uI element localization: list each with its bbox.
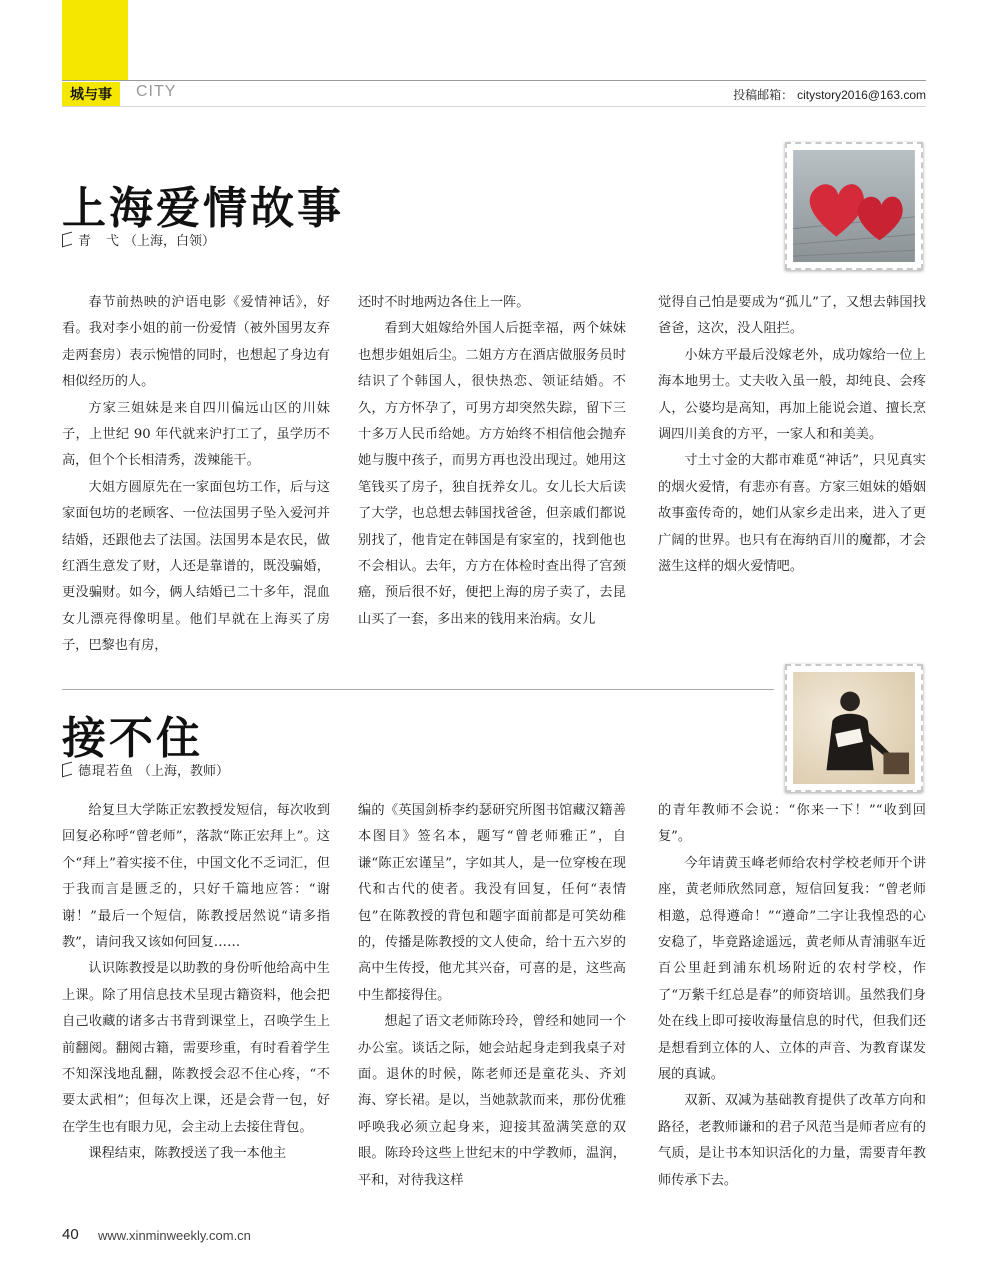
article2-author-info: （上海，教师） (138, 763, 230, 778)
paragraph: 小妹方平最后没嫁老外，成功嫁给一位上海本地男士。丈夫收入虽一般，却纯良、会疼人，公婆均是高知，再加上能说会道、擅长烹调四川美食的方平，一家人和和美美。 (658, 347, 926, 443)
paragraph: 课程结束，陈教授送了我一本他主 (88, 1146, 287, 1162)
header-rule-bottom (62, 106, 926, 107)
paragraph: 春节前热映的沪语电影《爱情神话》，好看。我对李小姐的前一份爱情（被外国男友弃走两套房）表示惋惜的同时，也想起了身边有相似经历的人。 (62, 295, 330, 390)
paragraph: 大姐方圆原先在一家面包坊工作，后与这家面包坊的老顾客、一位法国男子坠入爱河并结婚，还跟他去了法国。法国男本是农民，做红酒生意发了财，人还是靠谱的，既没骗婚，更没骗财。如今，俩人结婚已二十多年，混血女儿漂亮得像明星。他们早就在上海买了房子，巴黎也有房， (62, 479, 330, 654)
article2-column-2 (358, 798, 626, 1194)
paragraph: 认识陈教授是以助教的身份听他给高中生上课。除了用信息技术呈现古籍资料，他会把自己收藏的诸多古书背到课堂上，召唤学生上前翻阅。翻阅古籍，需要珍重，有时看着学生不知深浅地乱翻，陈教授会忍不住心疼，“不要太武相”；但每次上课，还是会背一包，好在学生也有眼力见，会主动上去接住背包。 (62, 961, 330, 1135)
article1-column-2 (358, 290, 626, 633)
article-divider (62, 689, 774, 690)
header-yellow-tab (62, 0, 128, 80)
article2-title: 接不住 (62, 713, 203, 764)
paragraph: 双新、双减为基础教育提供了改革方向和路径，老教师谦和的君子风范当是师者应有的气质，是让书本知识活化的力量，需要青年教师传承下去。 (658, 1093, 926, 1188)
paragraph: 看到大姐嫁给外国人后挺幸福，两个妹妹也想步姐姐后尘。二姐方方在酒店做服务员时结识了个韩国人，很快热恋、领证结婚。不久，方方怀孕了，可男方却突然失踪，留下三十多万人民币给她。方方始终不相信他会抛弃她与腹中孩子，而男方再也没出现过。她用这笔钱买了房子，独自抚养女儿。女儿长大后读了大学，也总想去韩国找爸爸，但亲戚们都说别找了，他肯定在韩国是有家室的，找到他也不会相认。去年，方方在体检时查出得了宫颈癌，预后很不好，便把上海的房子卖了，去昆山买了一套，多出来的钱用来治病。女儿 (358, 321, 626, 627)
article2-author: 德琨若鱼 (78, 763, 135, 778)
paragraph: 给复旦大学陈正宏教授发短信，每次收到回复必称呼“曾老师”，落款“陈正宏拜上”。这个“拜上”着实接不住，中国文化不乏词汇，但于我而言是匮乏的，只好千篇地应答：“谢谢！”最后一个短信，陈教授居然说“请多指教”，请问我又该如何回复…… (62, 803, 330, 951)
article2-column-1 (62, 798, 330, 1168)
pen-icon (62, 232, 72, 248)
paragraph: 方家三姐妹是来自四川偏远山区的川妹子，上世纪 90 年代就来沪打工了，虽学历不高，但个个长相清秀，泼辣能干。 (62, 400, 330, 469)
header-rule-top (62, 80, 926, 81)
paragraph: 的青年教师不会说：“你来一下！”“收到回复”。 (658, 803, 926, 845)
pen-icon (62, 762, 72, 778)
contact-info (733, 86, 926, 103)
article1-column-1 (62, 290, 330, 660)
reader-photo (793, 672, 915, 784)
article1-author-info: （上海，白领） (124, 233, 216, 248)
paragraph: 寸土寸金的大都市难觅“神话”，只见真实的烟火爱情，有悲亦有喜。方家三姐妹的婚姻故事蛮传奇的，她们从家乡走出来，进入了更广阔的世界。也只有在海纳百川的魔都，才会滋生这样的烟火爱情吧。 (658, 453, 926, 575)
section-tag: 城与事 (62, 82, 120, 106)
paragraph: 觉得自己怕是要成为“孤儿”了，又想去韩国找爸爸，这次，没人阻拦。 (658, 295, 926, 337)
hearts-photo (793, 150, 915, 262)
paragraph: 还时不时地两边各住上一阵。 (358, 295, 530, 310)
page-number: 40 (62, 1226, 79, 1243)
article1-column-3 (658, 290, 926, 580)
contact-label: 投稿邮箱： (733, 88, 794, 102)
article2-column-3 (658, 798, 926, 1194)
article1-author: 青 弋 (78, 233, 121, 248)
section-english: CITY (136, 83, 177, 100)
hearts-photo-stamp (785, 142, 923, 270)
reader-photo-stamp (785, 664, 923, 792)
article1-title: 上海爱情故事 (62, 183, 344, 234)
paragraph: 想起了语文老师陈玲玲，曾经和她同一个办公室。谈话之际，她会站起身走到我桌子对面。退休的时候，陈老师还是童花头、齐刘海、穿长裙。是以，当她款款而来，那份优雅呼唤我必须立起身来，迎接其盈满笑意的双眼。陈玲玲这些上世纪末的中学教师，温润，平和，对待我这样 (358, 1014, 626, 1188)
paragraph: 编的《英国剑桥李约瑟研究所图书馆藏汉籍善本图目》签名本，题写“曾老师雅正”，自谦“陈正宏谨呈”，字如其人，是一位穿梭在现代和古代的使者。我没有回复，任何“表情包”在陈教授的背包和题字面前都是可笑幼稚的，传播是陈教授的文人使命，给十五六岁的高中生传授，他尤其兴奋，可喜的是，这些高中生都接得住。 (358, 803, 626, 1003)
paragraph: 今年请黄玉峰老师给农村学校老师开个讲座，黄老师欣然同意，短信回复我：“曾老师相邀，总得遵命！”“遵命”二字让我惶恐的心安稳了，毕竟路途遥远，黄老师从青浦驱车近百公里赶到浦东机场附近的农村学校，作了“万紫千红总是春”的师资培训。虽然我们身处在线上即可接收海量信息的时代，但我们还是想看到立体的人、立体的声音、为教育谋发展的真诚。 (658, 855, 926, 1083)
contact-email[interactable]: citystory2016@163.com (797, 88, 926, 102)
article1-byline (62, 230, 215, 249)
footer-url[interactable]: www.xinminweekly.com.cn (98, 1228, 251, 1243)
article2-byline (62, 760, 229, 779)
